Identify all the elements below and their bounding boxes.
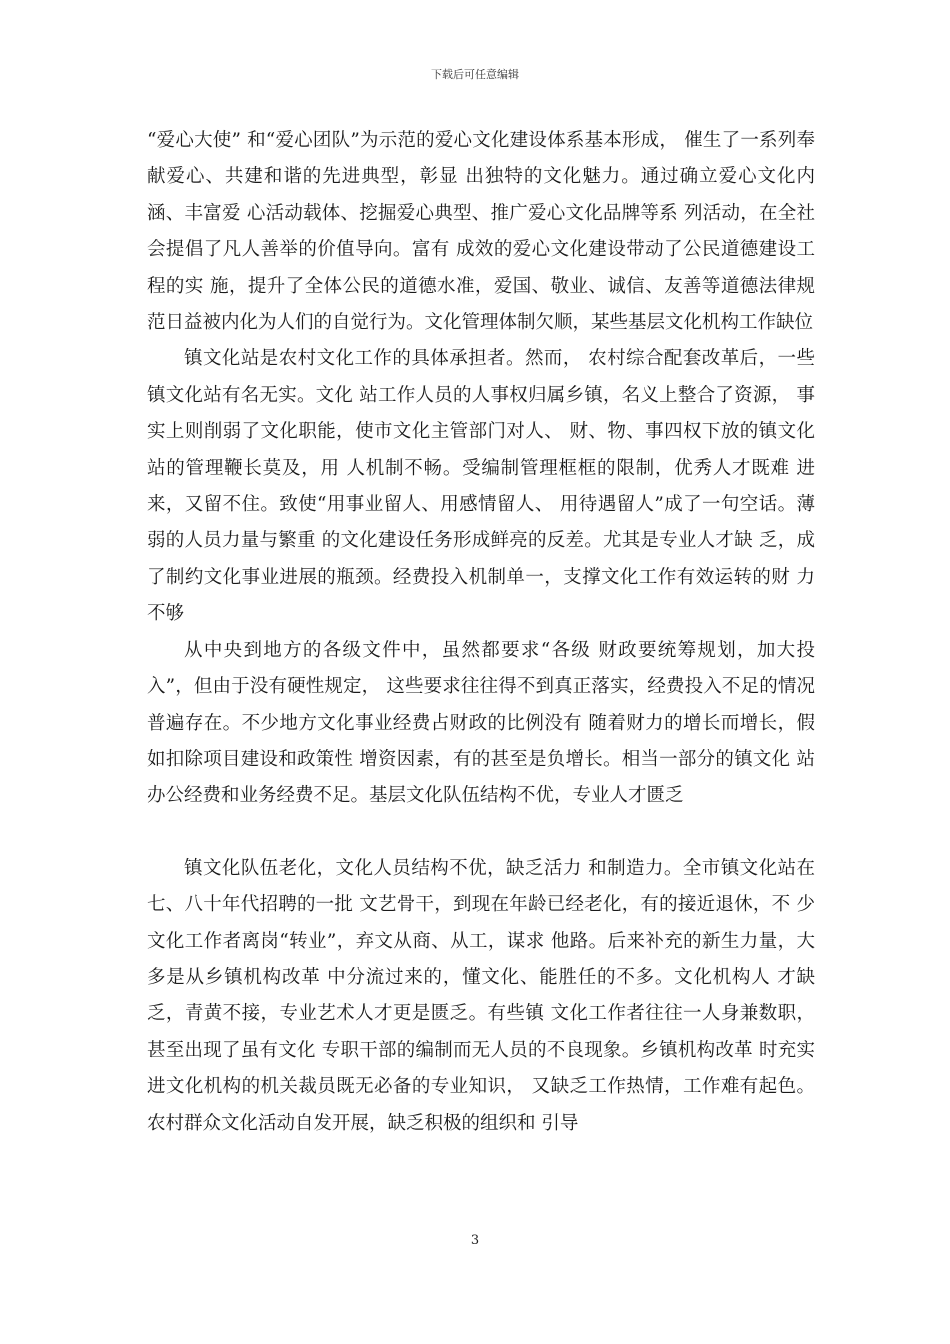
page-number: 3 (470, 1233, 480, 1248)
paragraph-1: “爱心大使” 和“爱心团队”为示范的爱心文化建设体系基本形成， 催生了一系列奉献爱心、共建和谐的先进典型，彰显 出独特的文化魅力。通过确立爱心文化内涵、丰富爱 心活动载体、挖掘爱心典型、推广爱心文化品牌等系 列活动，在全社会提倡了凡人善举的价值导向。富有 成效的爱心文化建设带动了公民道德建设工程的实 施，提升了全体公民的道德水准，爱国、敬业、诚信、友善等道德法律规范日益被内化为人们的自觉行为。文化管理体制欠顺，某些基层文化机构工作缺位 (147, 130, 815, 334)
page-header: 下载后可任意编辑 (431, 68, 519, 81)
paragraph-spacer (147, 815, 815, 851)
paragraph-4: 镇文化队伍老化，文化人员结构不优，缺乏活力 和制造力。全市镇文化站在七、八十年代招聘的一批 文艺骨干，到现在年龄已经老化，有的接近退休，不 少文化工作者离岗“转业”，弃文从商、从工，谋求 他路。后来补充的新生力量，大多是从乡镇机构改革 中分流过来的，懂文化、能胜任的不多。文化机构人 才缺乏，青黄不接，专业艺术人才更是匮乏。有些镇 文化工作者往往一人身兼数职，甚至出现了虽有文化 专职干部的编制而无人员的不良现象。乡镇机构改革 时充实进文化机构的机关裁员既无必备的专业知识， 又缺乏工作热情，工作难有起色。农村群众文化活动自发开展，缺乏积极的组织和 引导 (147, 857, 815, 1134)
paragraph-3: 从中央到地方的各级文件中，虽然都要求“各级 财政要统筹规划，加大投入”，但由于没有硬性规定， 这些要求往往得不到真正落实，经费投入不足的情况 普遍存在。不少地方文化事业经费占财政的比例没有 随着财力的增长而增长，假如扣除项目建设和政策性 增资因素，有的甚至是负增长。相当一部分的镇文化 站办公经费和业务经费不足。基层文化队伍结构不优，专业人才匮乏 (147, 639, 815, 807)
document-body (147, 123, 815, 1142)
paragraph-2: 镇文化站是农村文化工作的具体承担者。然而， 农村综合配套改革后，一些镇文化站有名无实。文化 站工作人员的人事权归属乡镇，名义上整合了资源， 事实上则削弱了文化职能，使市文化主管部门对人、 财、物、事四权下放的镇文化站的管理鞭长莫及，用 人机制不畅。受编制管理框框的限制，优秀人才既难 进来，又留不住。致使“用事业留人、用感情留人、 用待遇留人”成了一句空话。薄弱的人员力量与繁重 的文化建设任务形成鲜亮的反差。尤其是专业人才缺 乏，成了制约文化事业进展的瓶颈。经费投入机制单一，支撑文化工作有效运转的财 力不够 (147, 348, 815, 625)
